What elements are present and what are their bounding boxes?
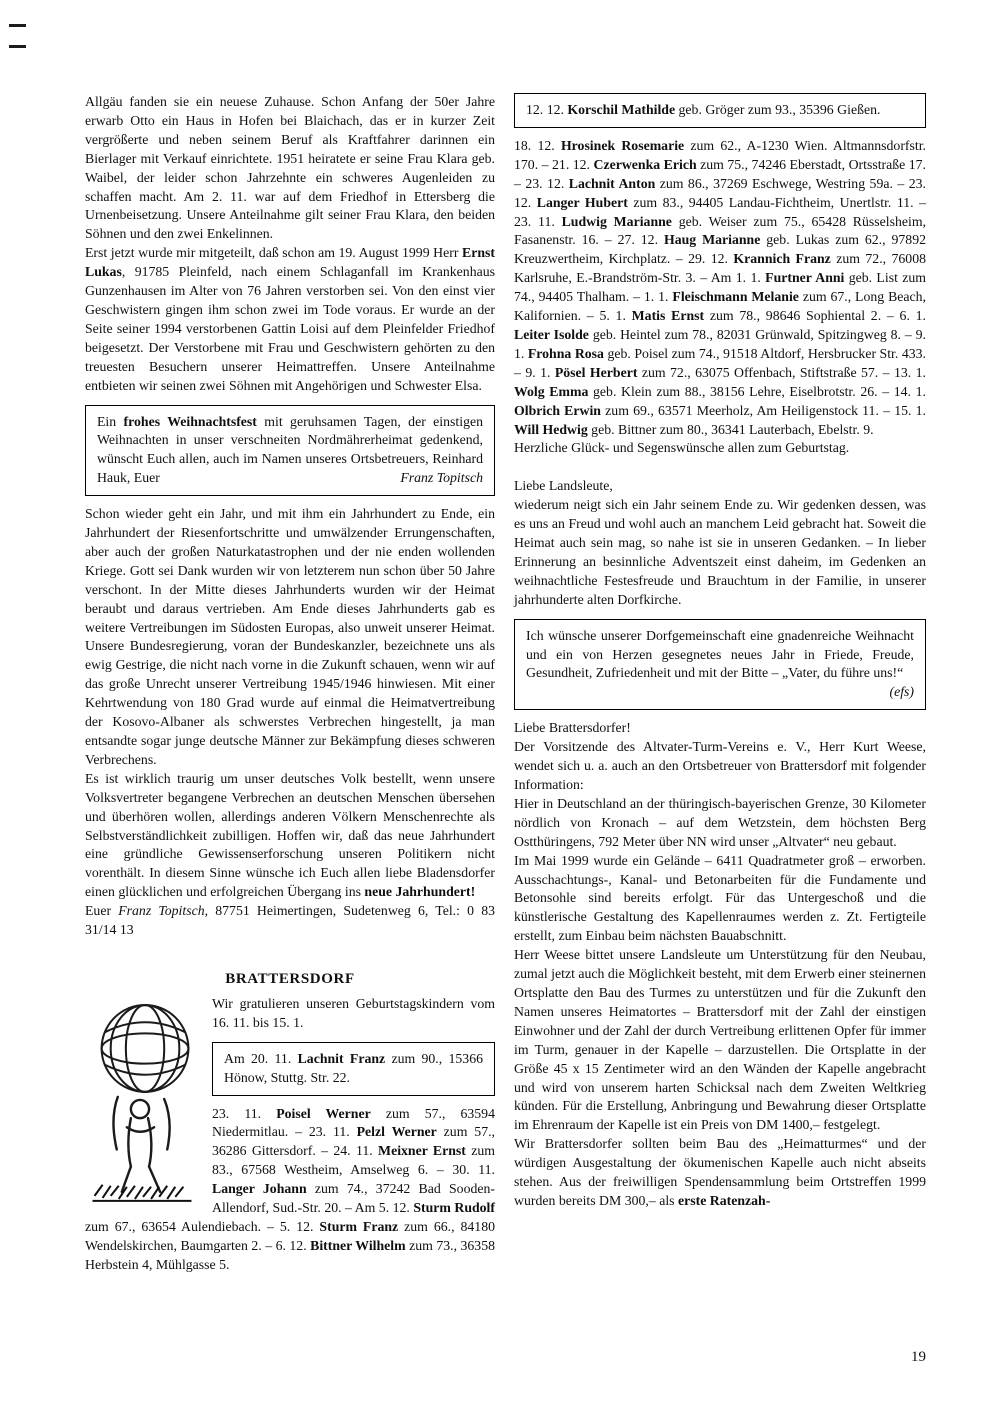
altvater-paragraph: Hier in Deutschland an der thüringisch-bayerischen Grenze, 30 Kilometer nördlich von Kronach – auf dem Wetzstein, dem höchsten Berg Ostthüringens, 792 Meter über NN wird unser „Altvater“ neu gebaut. bbox=[514, 795, 926, 849]
section-heading-brattersdorf: BRATTERSDORF bbox=[225, 970, 355, 987]
landsleute-paragraph: wiederum neigt sich ein Jahr seinem Ende zu. Wir gedenken dessen, was es uns an Freud und wohl auch an manchem Leid gebracht hat. Soweit die Heimat auch sein mag, so nahe ist sie in unseren Gedanken. – In lieber Erinnerung an besinnliche Adventszeit einst daheim, im Gedenken an weihnachtliche Festesfreude und Brauchtum in der Familie, in unserer jahrhunderte alten Dorfkirche. bbox=[514, 497, 926, 607]
birthday-highlight-text: Am 20. 11. Lachnit Franz zum 90., 15366 Hönow, Stuttg. Str. 22. bbox=[224, 1050, 484, 1085]
right-column bbox=[514, 93, 926, 1211]
birthday-highlight-box bbox=[212, 1042, 495, 1096]
birthday-wishes-line: Herzliche Glück- und Segenswünsche allen zum Geburtstag. bbox=[514, 440, 850, 456]
brattersdorf-section bbox=[85, 995, 495, 1275]
obituary-paragraph: Allgäu fanden sie ein neuese Zuhause. Schon Anfang der 50er Jahre erwarb Otto ein Haus in Hofen bei Blaichach, das er in kurzer Zeit vergrößerte und neben seinem Beruf als Kraftfahrer darinnen ein Bierlager mit Verkauf einrichtete. 1951 heiratete er seine Frau Klara geb. Waibel, der leider schon Jahrzehnte ein schweres Augenleiden zu schaffen macht. Am 2. 11. war auf dem Friedhof in Ettersberg die Urnenbeisetzung. Unsere Anteilnahme gilt seiner Frau Klara, den beiden Söhnen und den zwei Enkelinnen. bbox=[85, 94, 495, 242]
altvater-paragraph: Im Mai 1999 wurde ein Gelände – 6411 Quadratmeter groß – erworben. Ausschachtungs-, Kanal- und Betonarbeiten für die Fundamente und Betonsohle sind bereits erfolgt. Für das Untergeschoß und die künstlerische Gestaltung des Kapellenraumes werden z. Zt. Fertigteile erstellt, zum Einbau beim nächsten Bauabschnitt. bbox=[514, 852, 926, 944]
left-column bbox=[85, 93, 495, 1275]
altvater-paragraph: Herr Weese bittet unsere Landsleute um Unterstützung für den Neubau, zumal jetzt auch die Möglichkeit besteht, mit dem Erwerb einer steinernen Ortsplatte den Bau des Turmes zu unterstützen und für die Zukunft den Namen unseres Heimatortes – Brattersdorf mit der Zahl der einstigen Einwohner und der Zahl der durch Vertreibung erlittenen Opfer für immer im Turm, genauer in der Kapelle – darzustellen. Die Ortsplatte in der Größe 45 x 15 Zentimeter wird an den Wänden der Kapelle angebracht und wird von unserem harten Schicksal nach dem Zweiten Weltkrieg künden. Für die Erstellung, Anbringung und Bewahrung dieser Ortsplatte im Ehrenraum der Kapelle ist ein Preis von DM 1400,– festgelegt. bbox=[514, 947, 926, 1133]
page-number: 19 bbox=[911, 1349, 926, 1365]
christmas-greeting-box bbox=[85, 405, 495, 497]
salutation-brattersdorfer: Liebe Brattersdorfer! bbox=[514, 720, 631, 736]
birthday-highlight-box bbox=[514, 93, 926, 128]
birthday-highlight-text: 12. 12. Korschil Mathilde geb. Gröger zum 93., 35396 Gießen. bbox=[526, 102, 881, 117]
year-end-paragraph: Es ist wirklich traurig um unser deutsches Volk bestellt, wenn unsere Volksvertreter begangene Verbrechen an deutschen Menschen übersehen und überhören wollen, allerdings anderen Völkern Menschenrechte als Selbstverständlichkeit zubilligen. Hoffen wir, daß das neue Jahrhundert eine gründliche Gewissenserforschung unseren Politikern nicht vorenthält. In diesem Sinne wünsche ich Euch allen liebe Bladensdorfer einen glücklichen und erfolgreichen Übergang ins neue Jahrhundert! bbox=[85, 770, 495, 900]
year-end-paragraph: Schon wieder geht ein Jahr, und mit ihm ein Jahrhundert zu Ende, ein Jahrhundert der Riesenfortschritte und umwälzender Errungenschaften, aber auch der großen Naturkatastrophen und der nie enden wollenden Kriege. Gott sei Dank wurden wir von letzterem nun schon über 50 Jahre verschont. In der Mitte dieses Jahrhunderts wurden wir der Heimat beraubt und daraus vertrieben. Am Ende dieses Jahrhunderts gab es weitere Vertreibungen im Südosten Europas, also unweit unserer Heimat. Unsere Bundesregierung, voran der Bundeskanzler, bezeichnete uns als ewig Gestrige, die nicht nach vorne in die Zukunft schauen, wenn wir auf das große Unrecht unserer Vertreibung 1945/1946 hinwiesen. Mit einer Kehrtwendung von 180 Grad wurde auf einmal die Heimatvertreibung der Kosovo-Albaner als schwerstes Verbrechen hingestellt, ja man entsandte sogar junge deutsche Männer zur Bekämpfung dieses schweren Verbrechens. bbox=[85, 506, 495, 767]
signature-line: Euer Franz Topitsch, 87751 Heimertingen, Sudetenweg 6, Tel.: 0 83 31/14 13 bbox=[85, 903, 495, 938]
salutation-landsleute: Liebe Landsleute, bbox=[514, 478, 613, 494]
obituary-paragraph: Erst jetzt wurde mir mitgeteilt, daß schon am 19. August 1999 Herr Ernst Lukas, 91785 Pleinfeld, nach einem Schlaganfall im Krankenhaus Gunzenhausen im Alter von 76 Jahren verstorben sei. Von den einst vier Geschwistern gingen ihm schon zwei im Tode voraus. Er wurde an der Seite seiner 1994 verstorbenen Gattin Loisi auf dem Pleinfelder Friedhof beigesetzt. Der Verstorbene mit Frau und Geschwistern gehörten zu den treuesten Besuchern unserer Heimattreffen. Unsere Anteilnahme entbieten wir seinen zwei Söhnen mit Angehörigen und Schwester Elsa. bbox=[85, 245, 495, 393]
birthday-list: 23. 11. Poisel Werner zum 57., 63594 Niedermitlau. – 23. 11. Pelzl Werner zum 57., 36286 Gittersdorf. – 24. 11. Meixner Ernst zum 83., 67568 Westheim, Amselweg 6. – 30. 11. Langer Johann zum 74., 37242 Bad Sooden-Allendorf, Sud.-Str. 20. – Am 5. 12. Sturm Rudolf zum 67., 63654 Aulendiebach. – 5. 12. Sturm Franz zum 66., 84180 Wendelskirchen, Baumgarten 2. – 6. 12. Bittner Wilhelm zum 73., 36358 Herbstein 4, Mühlgasse 5. bbox=[85, 1105, 495, 1272]
christmas-greeting-text: Ein frohes Weihnachtsfest mit geruhsamen Tagen, der einstigen Weihnachten in unser verschneiten Nordmährerheimat gedenkend, wünscht Euch allen, auch im Namen unseres Ortsbetreuers, Reinhard Hauk, Euer Franz Topitsch bbox=[97, 413, 483, 486]
new-year-wish-text: Ich wünsche unserer Dorfgemeinschaft eine gnadenreiche Weihnacht und ein von Herzen gesegnetes neues Jahr in Friede, Freude, Gesundheit, Zufriedenheit und mit der Bitte – „Vater, du führe uns!“ (efs) bbox=[526, 627, 914, 700]
new-year-wish-box bbox=[514, 619, 926, 711]
crop-mark bbox=[9, 45, 26, 48]
atlas-woodcut-illustration bbox=[85, 998, 201, 1210]
crop-mark bbox=[9, 24, 26, 27]
altvater-paragraph: Der Vorsitzende des Altvater-Turm-Vereins e. V., Herr Kurt Weese, wendet sich u. a. auch an den Ortsbetreuer von Brattersdorf mit folgender Information: bbox=[514, 739, 926, 792]
altvater-paragraph: Wir Brattersdorfer sollten beim Bau des „Heimatturmes“ und der würdigen Ausgestaltung der ökumenischen Kapelle auch nicht abseits stehen. Aus der freiwilligen Spendensammlung beim Ortstreffen 1999 wurden bereits DM 300,– als erste Ratenzah- bbox=[514, 1136, 926, 1208]
birthday-list: 18. 12. Hrosinek Rosemarie zum 62., A-1230 Wien. Altmannsdorfstr. 170. – 21. 12. Czerwenka Erich zum 75., 74246 Eberstadt, Ortsstraße 17. – 23. 12. Lachnit Anton zum 86., 37269 Eschwege, Westring 59a. – 23. 12. Langer Hubert zum 83., 94405 Landau-Fichtheim, Unertlstr. 11. – 23. 11. Ludwig Marianne geb. Weiser zum 75., 65428 Rüsselsheim, Fasanenstr. 16. – 27. 12. Haug Marianne geb. Lukas zum 62., 97892 Kreuzwertheim, Kirchplatz. – 29. 12. Krannich Franz zum 72., 76008 Karlsruhe, E.-Brandström-Str. 3. – Am 1. 1. Furtner Anni geb. List zum 74., 94405 Thalham. – 1. 1. Fleischmann Melanie zum 67., Long Beach, Kalifornien. – 5. 1. Matis Ernst zum 78., 98646 Sophiental 2. – 6. 1. Leiter Isolde geb. Heintel zum 78., 82031 Grünwald, Spitzingweg 8. – 9. 1. Frohna Rosa geb. Poisel zum 74., 91518 Altdorf, Hersbrucker Str. 433. – 9. 1. Pösel Herbert zum 72., 63075 Offenbach, Stiftstraße 57. – 13. 1. Wolg Emma geb. Klein zum 88., 38156 Lehre, Eiselbrotstr. 26. – 14. 1. Olbrich Erwin zum 69., 63571 Meerholz, Am Heiligenstock 11. – 15. 1. Will Hedwig geb. Bittner zum 80., 36341 Lauterbach, Ebelstr. 9. bbox=[514, 137, 927, 437]
birthday-intro: Wir gratulieren unseren Geburtstagskindern vom 16. 11. bis 15. 1. bbox=[212, 995, 495, 1030]
